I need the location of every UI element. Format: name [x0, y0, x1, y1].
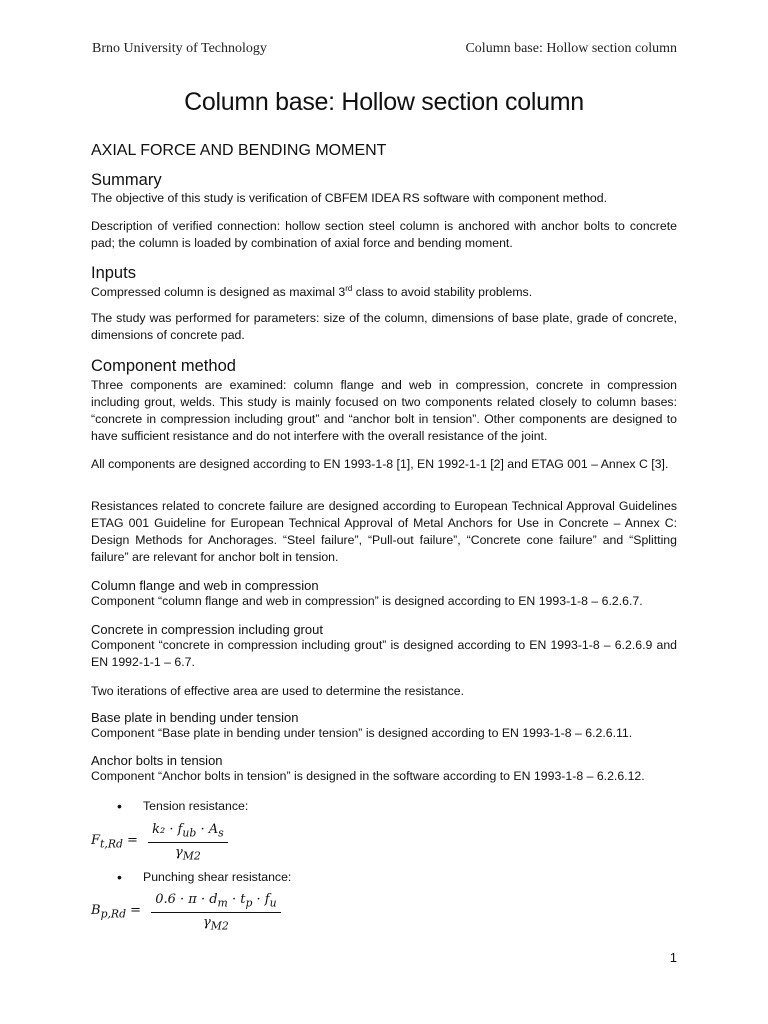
eq1-num-a: k₂ · f [152, 822, 183, 837]
summary-paragraph-2: Description of verified connection: hollow section steel column is anchored with anchor bolts to concrete pad; the column is loaded by combination of axial force and bending moment. [91, 219, 677, 250]
eq2-den-sub: M2 [210, 919, 229, 933]
page-title: Column base: Hollow section column [184, 88, 584, 116]
eq2-den: γ [203, 914, 211, 930]
eq1-num-a-sub: ub [182, 826, 197, 840]
bullet-tension-resistance: • Tension resistance: [117, 798, 703, 815]
subsection-2-text-2: Two iterations of effective area are used to determine the resistance. [91, 684, 464, 698]
inputs-p1-pre: Compressed column is designed as maximal 3 [91, 285, 346, 299]
header-left: Brno University of Technology [92, 41, 267, 56]
eq1-lhs: $F_{t,Rd}$ = [91, 833, 138, 851]
subsection-1-heading: Column flange and web in compression [91, 578, 319, 593]
subsection-1 [91, 578, 677, 610]
eq2-num-b: · t [227, 892, 246, 907]
component-method-paragraph-3: Resistances related to concrete failure are designed according to European Technical Approval Guidelines ETAG 001 Guideline for European Technical Approval of Metal Anchors for Use in Concrete – Annex C: Design Methods for Anchorages. “Steel failure”, “Pull-out failure”, “Concrete cone failure” and “Splitting failure” are relevant for anchor bolt in tension. [91, 499, 677, 564]
summary-paragraph-1: The objective of this study is verification of CBFEM IDEA RS software with component method. [91, 191, 608, 205]
eq1-denominator [148, 843, 228, 863]
eq2-denominator [151, 913, 280, 933]
eq2-num-c-sub: u [269, 896, 277, 910]
bullet-2-wrap [117, 869, 703, 886]
component-method-paragraph-2: All components are designed according to EN 1993-1-8 [1], EN 1992-1-1 [2] and ETAG 001 – Annex C [3]. [91, 457, 669, 471]
subsection-1-text: Component “column flange and web in compression” is designed according to EN 1993-1-8 – 6.2.6.7. [91, 594, 643, 608]
section-heading: AXIAL FORCE AND BENDING MOMENT [91, 142, 387, 159]
component-method-body-3 [91, 498, 677, 566]
subsection-2-text: Component “concrete in compression including grout” is designed according to EN 1993-1-8 – 6.2.6.9 and EN 1992-1-1 – 6.7. [91, 638, 677, 669]
summary-section [91, 171, 677, 190]
summary-body [91, 190, 677, 207]
subsection-2-extra [91, 683, 677, 700]
component-method-body [91, 377, 677, 445]
eq1-num-b: · A [196, 822, 219, 837]
bullet-punching-shear: • Punching shear resistance: [117, 869, 703, 886]
eq1-numerator [148, 822, 228, 843]
inputs-p1-post: class to avoid stability problems. [352, 285, 533, 299]
subsection-3 [91, 710, 677, 742]
component-method-paragraph-1: Three components are examined: column flange and web in compression, concrete in compression including grout, welds. This study is mainly focused on two components related closely to column bases: “concrete in compression including grout” and “anchor bolt in tension”. Other components are designed to have sufficient resistance and do not interfere with the overall resistance of the joint. [91, 378, 677, 443]
eq2-lhs: $B_{p,Rd}$ = [91, 903, 142, 921]
subsection-2-heading: Concrete in compression including grout [91, 622, 323, 637]
component-method-heading: Component method [91, 357, 236, 375]
inputs-section [91, 264, 677, 283]
inputs-p1-sup: rd [345, 283, 353, 293]
eq2-num-c: · f [252, 892, 270, 907]
eq1-num-b-sub: s [218, 826, 224, 840]
page-number: 1 [669, 950, 677, 965]
component-method-section [91, 357, 677, 376]
equation-2 [91, 892, 281, 932]
inputs-body [91, 284, 677, 301]
summary-body-2 [91, 218, 677, 252]
bullet-1-wrap [117, 798, 703, 815]
eq1-fraction [148, 822, 228, 862]
equation-tension-resistance [91, 822, 677, 862]
subsection-4-heading: Anchor bolts in tension [91, 753, 223, 768]
inputs-heading: Inputs [91, 264, 136, 282]
eq2-fraction [151, 892, 280, 932]
inputs-paragraph-2: The study was performed for parameters: size of the column, dimensions of base plate, grade of concrete, dimensions of concrete pad. [91, 311, 677, 342]
subsection-3-heading: Base plate in bending under tension [91, 710, 299, 725]
section-heading-block [91, 142, 677, 160]
inputs-body-2 [91, 310, 677, 344]
eq1-den: γ [175, 844, 183, 860]
eq2-lhs-sub: p,Rd [100, 907, 127, 921]
subsection-4 [91, 753, 677, 785]
eq2-numerator [151, 892, 280, 913]
eq2-num-a: 0.6 · π · d [155, 892, 218, 907]
equation-punching-shear [91, 892, 677, 934]
component-method-body-2 [91, 456, 677, 473]
eq2-num-a-sub: m [217, 896, 228, 910]
equation-1 [91, 822, 228, 862]
eq1-den-sub: M2 [182, 849, 201, 863]
subsection-3-text: Component “Base plate in bending under tension” is designed according to EN 1993-1-8 – 6.2.6.11. [91, 726, 633, 740]
subsection-2 [91, 622, 677, 671]
summary-heading: Summary [91, 171, 162, 189]
inputs-paragraph-1 [91, 284, 677, 301]
eq1-lhs-sub: t,Rd [100, 837, 123, 851]
eq1-lhs-symbol: F [91, 833, 101, 849]
eq2-num-b-sub: p [245, 896, 253, 910]
subsection-4-text: Component “Anchor bolts in tension” is designed in the software according to EN 1993-1-8 – 6.2.6.12. [91, 769, 645, 783]
eq2-lhs-symbol: B [91, 903, 101, 919]
header-right: Column base: Hollow section column [465, 41, 677, 56]
